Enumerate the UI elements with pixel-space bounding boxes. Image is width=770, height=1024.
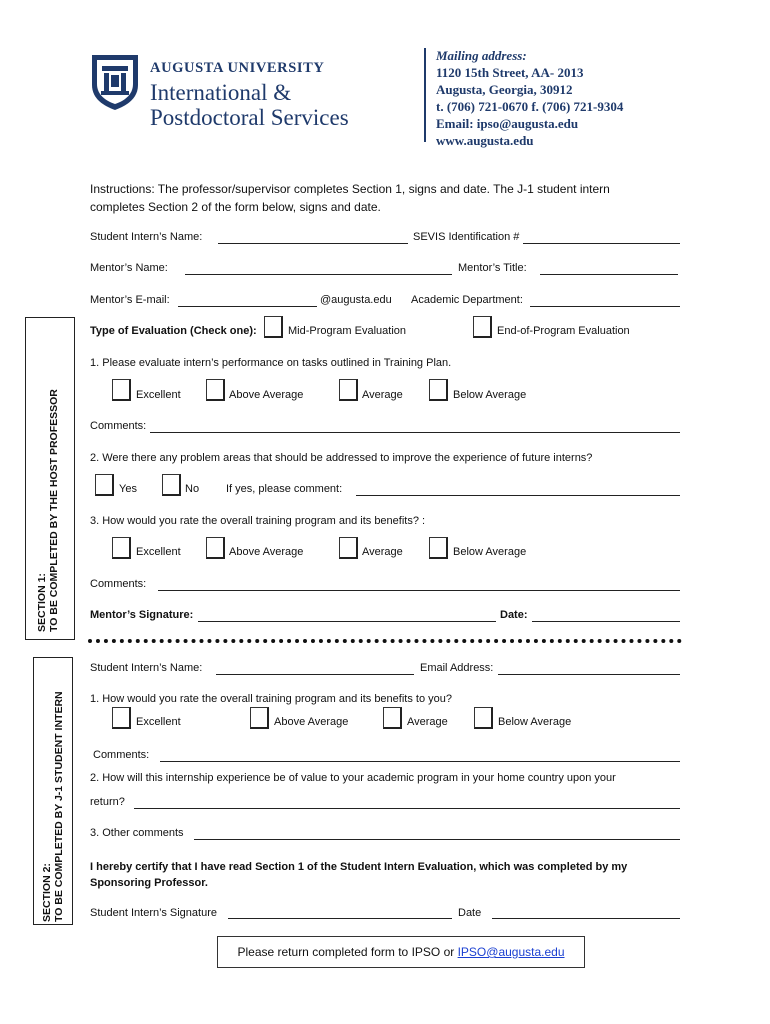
sevis-field[interactable]	[523, 243, 680, 244]
eval-type-label: Type of Evaluation (Check one):	[90, 325, 257, 337]
s2-q1-below-label: Below Average	[498, 716, 572, 728]
return-text: Please return completed form to IPSO or	[237, 945, 455, 959]
student-date-label: Date	[458, 907, 482, 919]
s1-q1-comments-field[interactable]	[150, 432, 680, 433]
s1-q1-excellent-label: Excellent	[136, 389, 181, 401]
s1-q1-below-checkbox[interactable]	[429, 379, 448, 401]
s2-q3-field[interactable]	[194, 839, 680, 840]
s1-q1-excellent-checkbox[interactable]	[112, 379, 131, 401]
s2-q1-below-checkbox[interactable]	[474, 707, 493, 729]
section1-side-label	[36, 389, 60, 632]
s1-q1-above-checkbox[interactable]	[206, 379, 225, 401]
phone-fax: t. (706) 721-0670 f. (706) 721-9304	[436, 99, 624, 114]
s2-q1-above-label: Above Average	[274, 716, 349, 728]
org-line2: Postdoctoral Services	[150, 105, 349, 130]
return-instructions-box	[217, 936, 585, 968]
address-line-1: 1120 15th Street, AA- 2013	[436, 65, 584, 80]
academic-dept-field[interactable]	[530, 306, 680, 307]
section2-label-2: TO BE COMPLETED BY J-1 STUDENT INTERN	[53, 691, 65, 922]
mid-program-checkbox[interactable]	[264, 316, 283, 338]
section1-label-2: TO BE COMPLETED BY THE HOST PROFESSOR	[48, 389, 60, 632]
mentor-name-label: Mentor’s Name:	[90, 262, 168, 274]
web-line: www.augusta.edu	[436, 133, 534, 148]
s2-q3: 3. Other comments	[90, 827, 184, 839]
s2-student-name-label: Student Intern’s Name:	[90, 662, 203, 674]
s1-q2-no-checkbox[interactable]	[162, 474, 181, 496]
s1-q2-yes-label: Yes	[119, 483, 137, 495]
end-program-checkbox[interactable]	[473, 316, 492, 338]
mentor-email-field[interactable]	[178, 306, 317, 307]
s1-q1-below-label: Below Average	[453, 389, 527, 401]
sevis-label: SEVIS Identification #	[413, 231, 520, 243]
s2-q1-comments-label: Comments:	[93, 749, 150, 761]
section1-label-1: SECTION 1:	[36, 573, 48, 632]
address-line-2: Augusta, Georgia, 30912	[436, 82, 573, 97]
s1-q3-comments-field[interactable]	[158, 590, 680, 591]
ipso-email-link[interactable]: IPSO@augusta.edu	[457, 945, 565, 959]
s1-q1-average-label: Average	[362, 389, 403, 401]
at-domain: @augusta.edu	[320, 294, 392, 306]
s1-q3-below-checkbox[interactable]	[429, 537, 448, 559]
s2-email-field[interactable]	[498, 674, 680, 675]
s2-student-name-field[interactable]	[216, 674, 414, 675]
s2-q1-average-checkbox[interactable]	[383, 707, 402, 729]
mentor-date-field[interactable]	[532, 621, 680, 622]
org-line1: International &	[150, 80, 292, 105]
mentor-title-field[interactable]	[540, 274, 678, 275]
s1-q1: 1. Please evaluate intern’s performance on tasks outlined in Training Plan.	[90, 357, 452, 369]
academic-dept-label: Academic Department:	[411, 294, 523, 306]
mentor-signature-label: Mentor’s Signature:	[90, 609, 194, 621]
instructions: Instructions: The professor/supervisor completes Section 1, signs and date. The J-1 student intern completes Section 2 of the form below, signs and date.	[90, 182, 610, 214]
s2-q2-line1: 2. How will this internship experience be of value to your academic program in your home country upon your	[90, 772, 616, 784]
mentor-title-label: Mentor’s Title:	[458, 262, 527, 274]
mentor-name-field[interactable]	[185, 274, 452, 275]
section2-side-label	[41, 691, 65, 922]
mailing-address-block	[436, 47, 623, 149]
s1-q3-excellent-label: Excellent	[136, 546, 181, 558]
s1-q3-below-label: Below Average	[453, 546, 527, 558]
student-signature-label: Student Intern’s Signature	[90, 907, 217, 919]
s2-q2-line2: return?	[90, 796, 125, 808]
s1-q1-above-label: Above Average	[229, 389, 304, 401]
s1-q3-excellent-checkbox[interactable]	[112, 537, 131, 559]
s1-q3-above-label: Above Average	[229, 546, 304, 558]
s1-student-name-label: Student Intern’s Name:	[90, 231, 203, 243]
s1-q2-yes-checkbox[interactable]	[95, 474, 114, 496]
s1-q3-comments-label: Comments:	[90, 578, 147, 590]
s2-q1-average-label: Average	[407, 716, 448, 728]
org-top: AUGUSTA UNIVERSITY	[150, 60, 325, 76]
university-logo	[90, 53, 140, 111]
s2-q1-comments-field[interactable]	[160, 761, 680, 762]
s1-q1-comments-label: Comments:	[90, 420, 147, 432]
mentor-signature-field[interactable]	[198, 621, 496, 622]
s1-q3-average-label: Average	[362, 546, 403, 558]
student-signature-field[interactable]	[228, 918, 452, 919]
s1-q2-no-label: No	[185, 483, 200, 495]
end-program-label: End-of-Program Evaluation	[497, 325, 630, 337]
s1-q2-if-yes-label: If yes, please comment:	[226, 483, 343, 495]
s1-q2: 2. Were there any problem areas that should be addressed to improve the experience of future interns?	[90, 452, 593, 464]
certification-statement: I hereby certify that I have read Section 1 of the Student Intern Evaluation, which was completed by my Sponsoring Professor.	[90, 861, 628, 889]
s1-student-name-field[interactable]	[218, 243, 408, 244]
mentor-date-label: Date:	[500, 609, 528, 621]
s2-q1-excellent-label: Excellent	[136, 716, 181, 728]
email-line: Email: ipso@augusta.edu	[436, 116, 579, 131]
mid-program-label: Mid-Program Evaluation	[288, 325, 406, 337]
s2-q1-excellent-checkbox[interactable]	[112, 707, 131, 729]
section-divider	[88, 639, 682, 643]
mailing-label: Mailing address:	[436, 48, 527, 63]
s2-q2-field[interactable]	[134, 808, 680, 809]
s1-q1-average-checkbox[interactable]	[339, 379, 358, 401]
mentor-email-label: Mentor’s E-mail:	[90, 294, 170, 306]
s1-q3: 3. How would you rate the overall training program and its benefits? :	[90, 515, 426, 527]
s2-q1: 1. How would you rate the overall training program and its benefits to you?	[90, 693, 452, 705]
s2-q1-above-checkbox[interactable]	[250, 707, 269, 729]
student-date-field[interactable]	[492, 918, 680, 919]
s1-q3-above-checkbox[interactable]	[206, 537, 225, 559]
s1-q2-comment-field[interactable]	[356, 495, 680, 496]
s1-q3-average-checkbox[interactable]	[339, 537, 358, 559]
s2-email-label: Email Address:	[420, 662, 494, 674]
header-divider	[424, 48, 426, 142]
section2-label-1: SECTION 2:	[41, 863, 53, 922]
shield-icon	[90, 53, 140, 111]
